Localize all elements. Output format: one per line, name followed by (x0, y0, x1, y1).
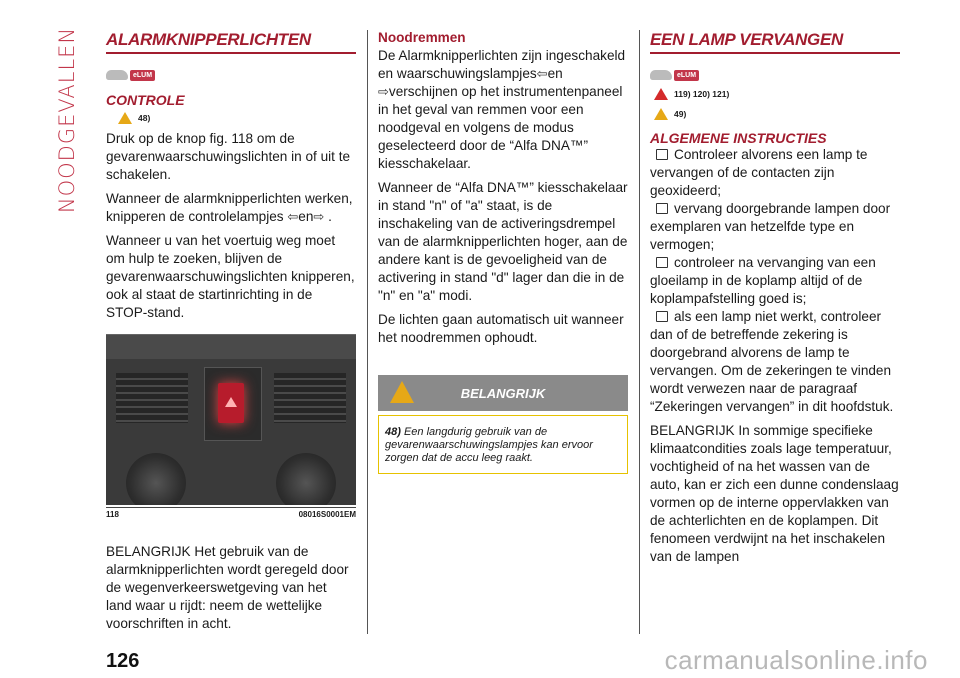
paragraph: Wanneer u van het voertuig weg moet om hulp te zoeken, blijven de gevarenwaarschuwingslichten knipperen, ook al staat de startinrichting in de STOP-stand. (106, 233, 355, 320)
paragraph: Wanneer de alarmknipperlichten werken, knipperen de controlelampjes ⇦en⇨ . (106, 191, 353, 224)
list-item: Controleer alvorens een lamp te vervangen of de contacten zijn geoxideerd; (650, 147, 868, 198)
air-vent (274, 373, 346, 423)
elum-badge-row (106, 66, 356, 84)
column-2 (378, 30, 628, 474)
section-title: ALARMKNIPPERLICHTEN (106, 30, 311, 49)
checkbox-bullet-icon (656, 203, 668, 214)
danger-triangle-icon (654, 88, 668, 100)
column-3 (650, 30, 900, 572)
important-paragraph: BELANGRIJK Het gebruik van de alarmknipperlichten wordt geregeld door de wegenverkeerswetgeving van het land waar u rijdt: neem de wettelijke voorschriften in acht. (106, 544, 349, 631)
column-1 (106, 30, 356, 639)
warning-reference: 49) (654, 108, 900, 120)
right-arrow-indicator-icon: ⇨ (378, 84, 389, 99)
climate-knob (276, 453, 336, 505)
car-icon (106, 70, 128, 80)
subsection-title: ALGEMENE INSTRUCTIES (650, 130, 827, 146)
climate-knob (126, 453, 186, 505)
subheading: Noodremmen (378, 30, 466, 45)
elum-badge: eLUM (130, 70, 155, 81)
checkbox-bullet-icon (656, 311, 668, 322)
air-vent (116, 373, 188, 423)
important-note-header: BELANGRIJK (378, 375, 628, 411)
left-arrow-indicator-icon: ⇦ (536, 66, 548, 81)
paragraph: De Alarmknipperlichten zijn ingeschakeld en waarschuwingslampjes⇦en ⇨verschijnen op het instrumentenpaneel in het geval van remmen voor een noodgeval en volgens de modus geselecteerd door de “Alfa DNA™” kiesschakelaar. (378, 48, 626, 171)
column-divider (639, 30, 640, 634)
hazard-triangle-icon (225, 397, 237, 407)
paragraph: Wanneer de “Alfa DNA™” kiesschakelaar in stand "n" of "a" staat, is de inschakeling van de activeringsdrempel van de alarmknipperlichten hoger, aan de andere kant is de gevoeligheid van de activering in stand "d" lager dan die in de "n" en "a" modi. (378, 180, 628, 303)
subsection-title: CONTROLE (106, 92, 185, 108)
paragraph: De lichten gaan automatisch uit wanneer het noodremmen ophoudt. (378, 312, 624, 345)
important-note-body: 48) Een langdurig gebruik van de gevarenwaarschuwingslampjes kan ervoor zorgen dat de accu leeg raakt. (378, 415, 628, 474)
list-item: vervang doorgebrande lampen door exemplaren van hetzelfde type en vermogen; (650, 201, 891, 252)
paragraph: BELANGRIJK In sommige specifieke klimaatcondities zoals lage temperatuur, vochtigheid of na het wassen van de auto, kan er zich een dunne condenslaag vormen op de interne oppervlakken van de achterlichten en de koplampen. Dit fenomeen verdwijnt na het inschakelen van de lampen (650, 423, 899, 564)
chapter-side-label: NOODGEVALLEN (55, 26, 79, 214)
left-arrow-indicator-icon: ⇦ (287, 209, 299, 224)
section-title: EEN LAMP VERVANGEN (650, 30, 843, 49)
watermark: carmanualsonline.info (664, 645, 928, 675)
section-rule (650, 52, 900, 54)
checkbox-bullet-icon (656, 257, 668, 268)
figure-hazard-button (106, 334, 356, 505)
right-arrow-indicator-icon: ⇨ (313, 209, 325, 224)
warning-triangle-icon (390, 381, 414, 403)
figure-caption: 118 08016S0001EM (106, 507, 356, 519)
column-divider (367, 30, 368, 634)
elum-badge-row (650, 66, 900, 84)
warning-triangle-icon (118, 112, 132, 124)
warning-reference: 119) 120) 121) (654, 88, 900, 100)
list-item: controleer na vervanging van een gloeilamp in de koplamp altijd of de koplampafstelling goed is; (650, 255, 876, 306)
warning-reference: 48) (118, 112, 356, 124)
elum-badge: eLUM (674, 70, 699, 81)
section-rule (106, 52, 356, 54)
checkbox-bullet-icon (656, 149, 668, 160)
list-item: als een lamp niet werkt, controleer dan of de betreffende zekering is doorgebrand alvorens de lamp te vervangen. Om de zekeringen te vinden wordt verwezen naar de paragraaf “Zekeringen vervangen” in dit hoofdstuk. (650, 309, 894, 414)
paragraph: Druk op de knop fig. 118 om de gevarenwaarschuwingslichten in of uit te schakelen. (106, 131, 351, 182)
page-number: 126 (106, 650, 140, 672)
warning-triangle-icon (654, 108, 668, 120)
car-icon (650, 70, 672, 80)
